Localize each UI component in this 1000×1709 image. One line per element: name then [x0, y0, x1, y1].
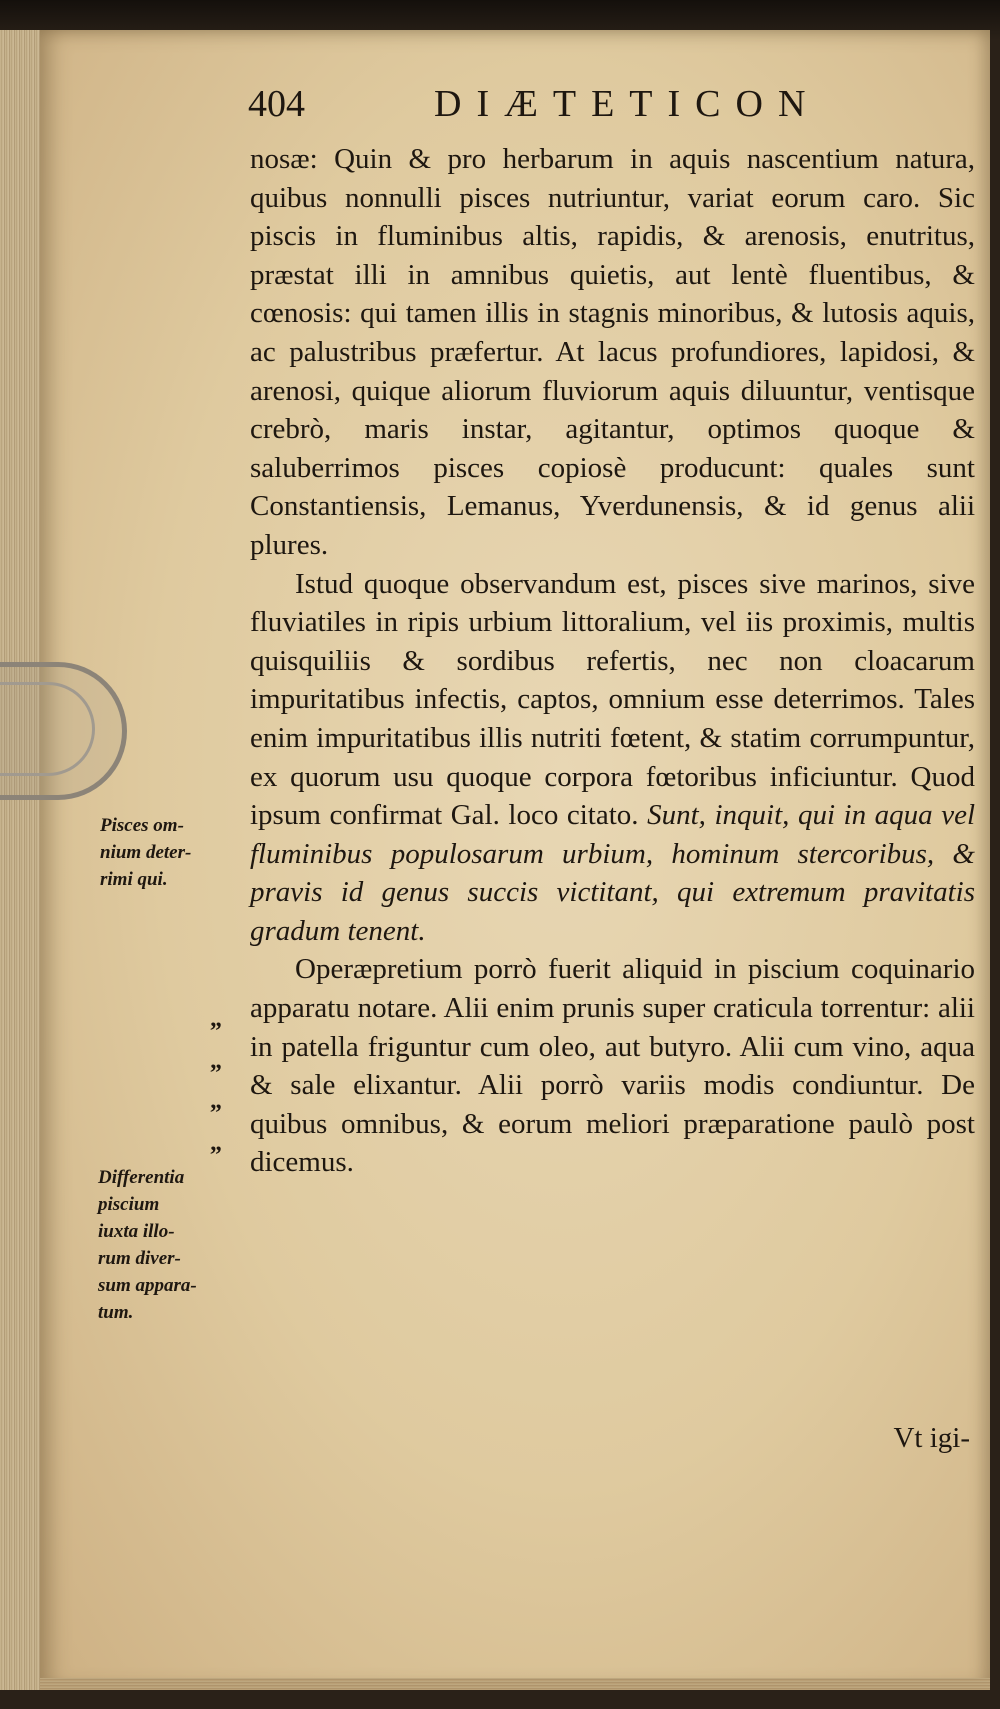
paragraph-2: [250, 565, 975, 951]
catchword: Vt igi-: [893, 1422, 970, 1454]
margin-note-line: sum appara-: [98, 1275, 197, 1296]
running-title: DIÆTETICON: [434, 83, 821, 125]
margin-note-line: Differentia: [98, 1167, 185, 1188]
main-text: [250, 140, 975, 1182]
quote-mark: „: [210, 1088, 222, 1114]
paragraph-1: nosæ: Quin & pro herbarum in aquis nascentium natura, quibus nonnulli pisces nutriuntur, variat eorum caro. Sic piscis in fluminibus altis, rapidis, & arenosis, enutritus, præstat illi in amnibus quietis, aut lentè fluentibus, & cœnosis: qui tamen illis in stagnis minoribus, & lutosis aquis, ac palustribus præfertur. At lacus profundiores, lapidosi, & arenosi, quique aliorum fluviorum aquis diluuntur, ventisque crebrò, maris instar, agitantur, optimos quoque & saluberrimos pisces copiosè producunt: quales sunt Constantiensis, Lemanus, Yverdunensis, & id genus alii plures.: [250, 143, 975, 561]
page-bottom-edge: [40, 1678, 990, 1690]
margin-note-pisces: [100, 812, 191, 893]
paragraph-2-text: Istud quoque observandum est, pisces sive marinos, sive fluviatiles in ripis urbium littoralium, vel iis proximis, multis quisquiliis & sordibus refertis, nec non cloacarum impuritatibus infectis, captos, omnium esse deterrimos. Tales enim impuritatibus illis nutriti fœtent, & statim corrumpuntur, ex quorum usu quoque corpora fœtoribus inficiuntur. Quod ipsum confirmat Gal. loco citato.: [250, 567, 975, 832]
margin-note-line: nium deter-: [100, 842, 192, 863]
margin-note-line: Pisces om-: [100, 815, 184, 836]
page-number: 404: [248, 83, 305, 125]
margin-note-line: tum.: [98, 1302, 134, 1323]
margin-note-line: piscium: [98, 1194, 160, 1215]
margin-note-line: iuxta illo-: [98, 1221, 175, 1242]
margin-note-line: rum diver-: [98, 1248, 181, 1269]
paragraph-3: Operæpretium porrò fuerit aliquid in piscium coquinario apparatu notare. Alii enim prunis super craticula torrentur: alii in patella friguntur cum oleo, aut butyro. Alii cum vino, aqua & sale elixantur. Alii porrò variis modis condiuntur. De quibus omnibus, & eorum meliori præparatione paulò post dicemus.: [250, 953, 975, 1179]
margin-note-line: rimi qui.: [100, 869, 168, 890]
quote-mark: „: [210, 1130, 222, 1156]
book-clip-inner: [0, 682, 95, 776]
margin-note-differentia: [98, 1164, 197, 1326]
quote-mark: „: [210, 1006, 222, 1032]
galen-quote: Sunt, inquit, qui in aqua vel fluminibus populosarum urbium, hominum stercoribus, & pravis id genus succis victitant, qui extremum pravitatis gradum tenent.: [250, 799, 976, 947]
quote-mark: „: [210, 1048, 222, 1074]
